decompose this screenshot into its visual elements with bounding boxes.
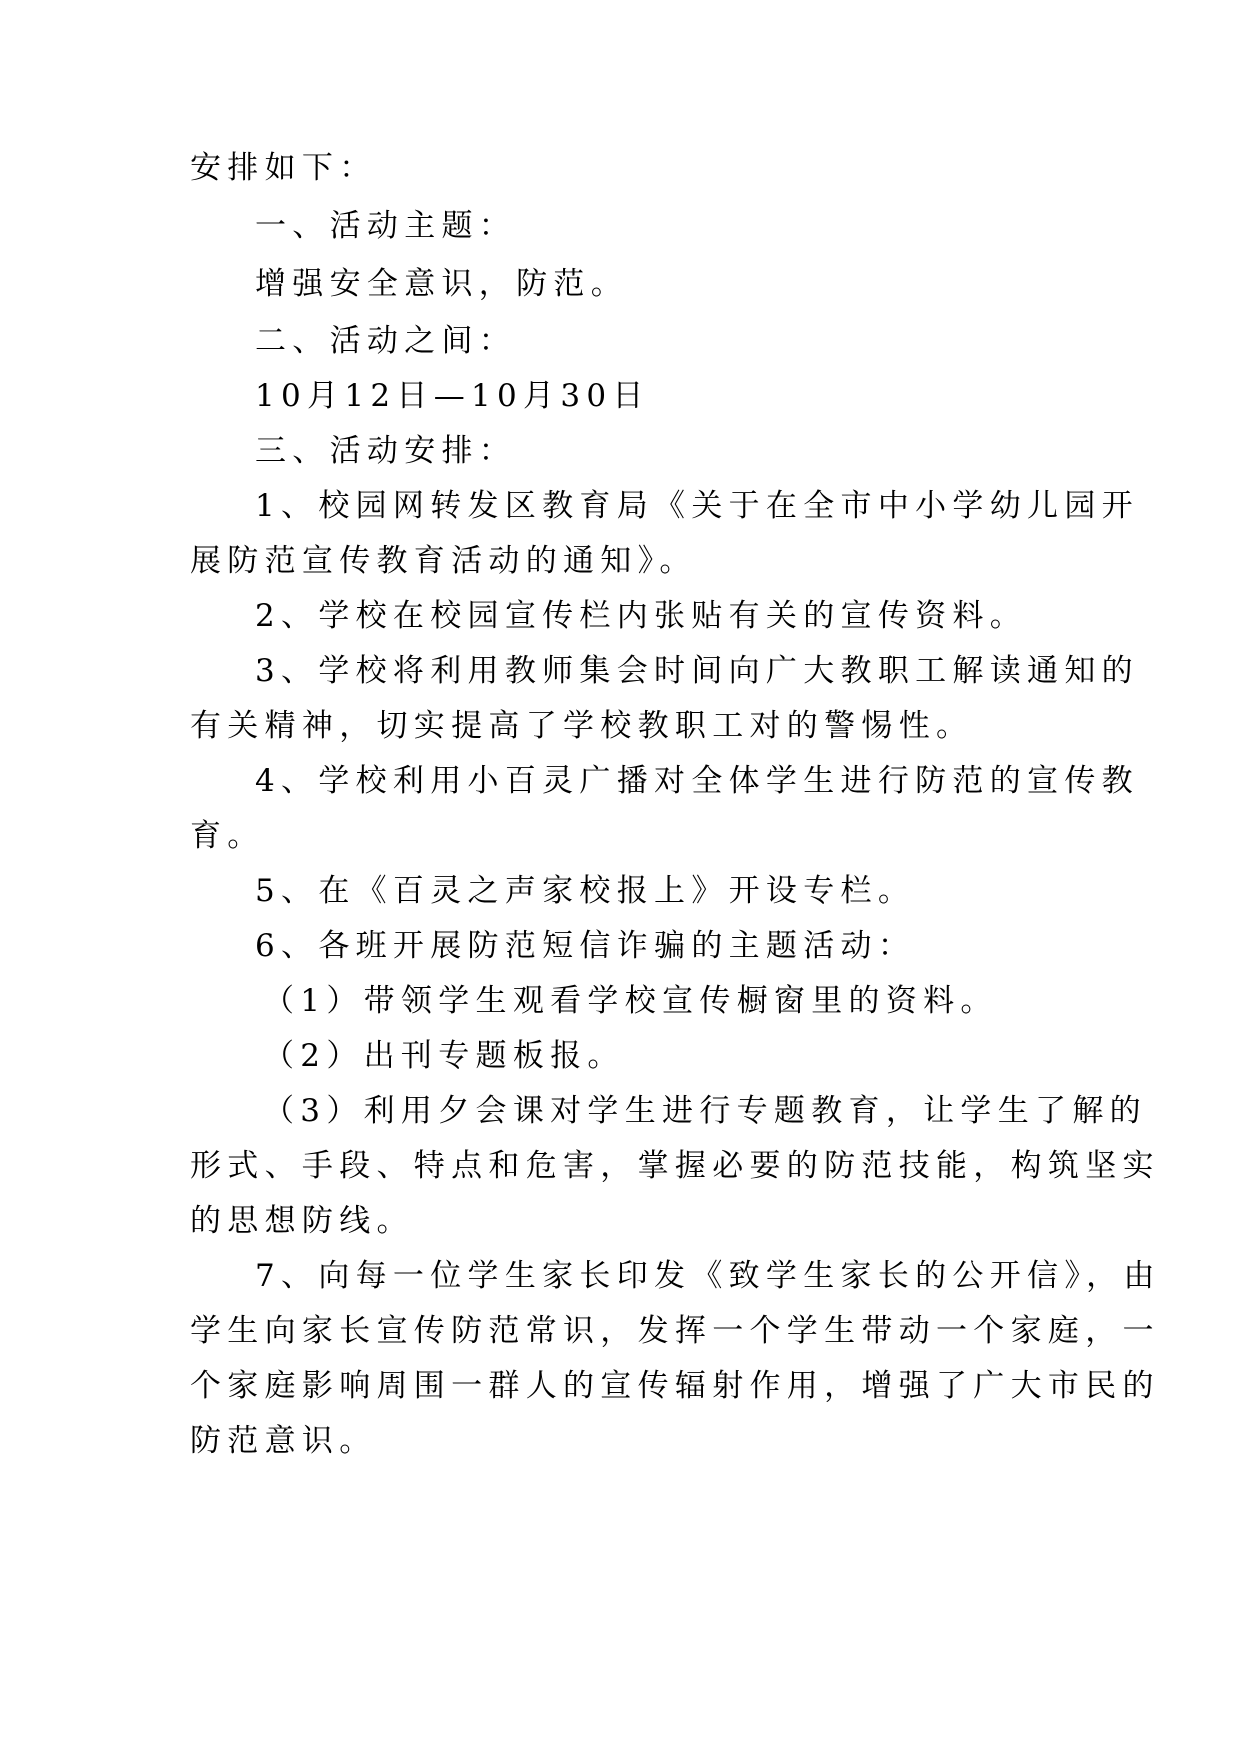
text-line-item-5: 5、在《百灵之声家校报上》开设专栏。 bbox=[255, 873, 916, 909]
text-line-item-7c: 个家庭影响周围一群人的宣传辐射作用，增强了广大市民的 bbox=[190, 1368, 1160, 1404]
text-line-subitem-3c: 的思想防线。 bbox=[190, 1203, 414, 1239]
text-line-theme: 增强安全意识，防范。 bbox=[255, 266, 628, 302]
text-line-item-4b: 育。 bbox=[190, 818, 265, 854]
text-line-item-2: 2、学校在校园宣传栏内张贴有关的宣传资料。 bbox=[255, 598, 1028, 634]
text-line-subitem-3a: （3）利用夕会课对学生进行专题教育，让学生了解的 bbox=[263, 1093, 1147, 1129]
text-line-dates: 10月12日—10月30日 bbox=[255, 378, 650, 414]
text-line-item-3a: 3、学校将利用教师集会时间向广大教职工解读通知的 bbox=[255, 653, 1139, 689]
text-line-item-3b: 有关精神，切实提高了学校教职工对的警惕性。 bbox=[190, 708, 974, 744]
text-line-item-7b: 学生向家长宣传防范常识，发挥一个学生带动一个家庭，一 bbox=[190, 1313, 1160, 1349]
text-line-intro: 安排如下： bbox=[190, 150, 377, 186]
heading-activity-arrangement: 三、活动安排： bbox=[255, 433, 517, 469]
text-line-subitem-1: （1）带领学生观看学校宣传橱窗里的资料。 bbox=[263, 983, 998, 1019]
text-line-item-6: 6、各班开展防范短信诈骗的主题活动： bbox=[255, 928, 916, 964]
text-line-subitem-3b: 形式、手段、特点和危害，掌握必要的防范技能，构筑坚实 bbox=[190, 1148, 1160, 1184]
text-line-item-7d: 防范意识。 bbox=[190, 1423, 377, 1459]
heading-activity-time: 二、活动之间： bbox=[255, 323, 517, 359]
text-line-item-1b: 展防范宣传教育活动的通知》。 bbox=[190, 543, 697, 579]
text-line-subitem-2: （2）出刊专题板报。 bbox=[263, 1038, 625, 1074]
text-line-item-7a: 7、向每一位学生家长印发《致学生家长的公开信》，由 bbox=[255, 1258, 1161, 1294]
text-line-item-4a: 4、学校利用小百灵广播对全体学生进行防范的宣传教 bbox=[255, 763, 1139, 799]
text-line-item-1a: 1、校园网转发区教育局《关于在全市中小学幼儿园开 bbox=[255, 488, 1139, 524]
heading-activity-theme: 一、活动主题： bbox=[255, 208, 517, 244]
